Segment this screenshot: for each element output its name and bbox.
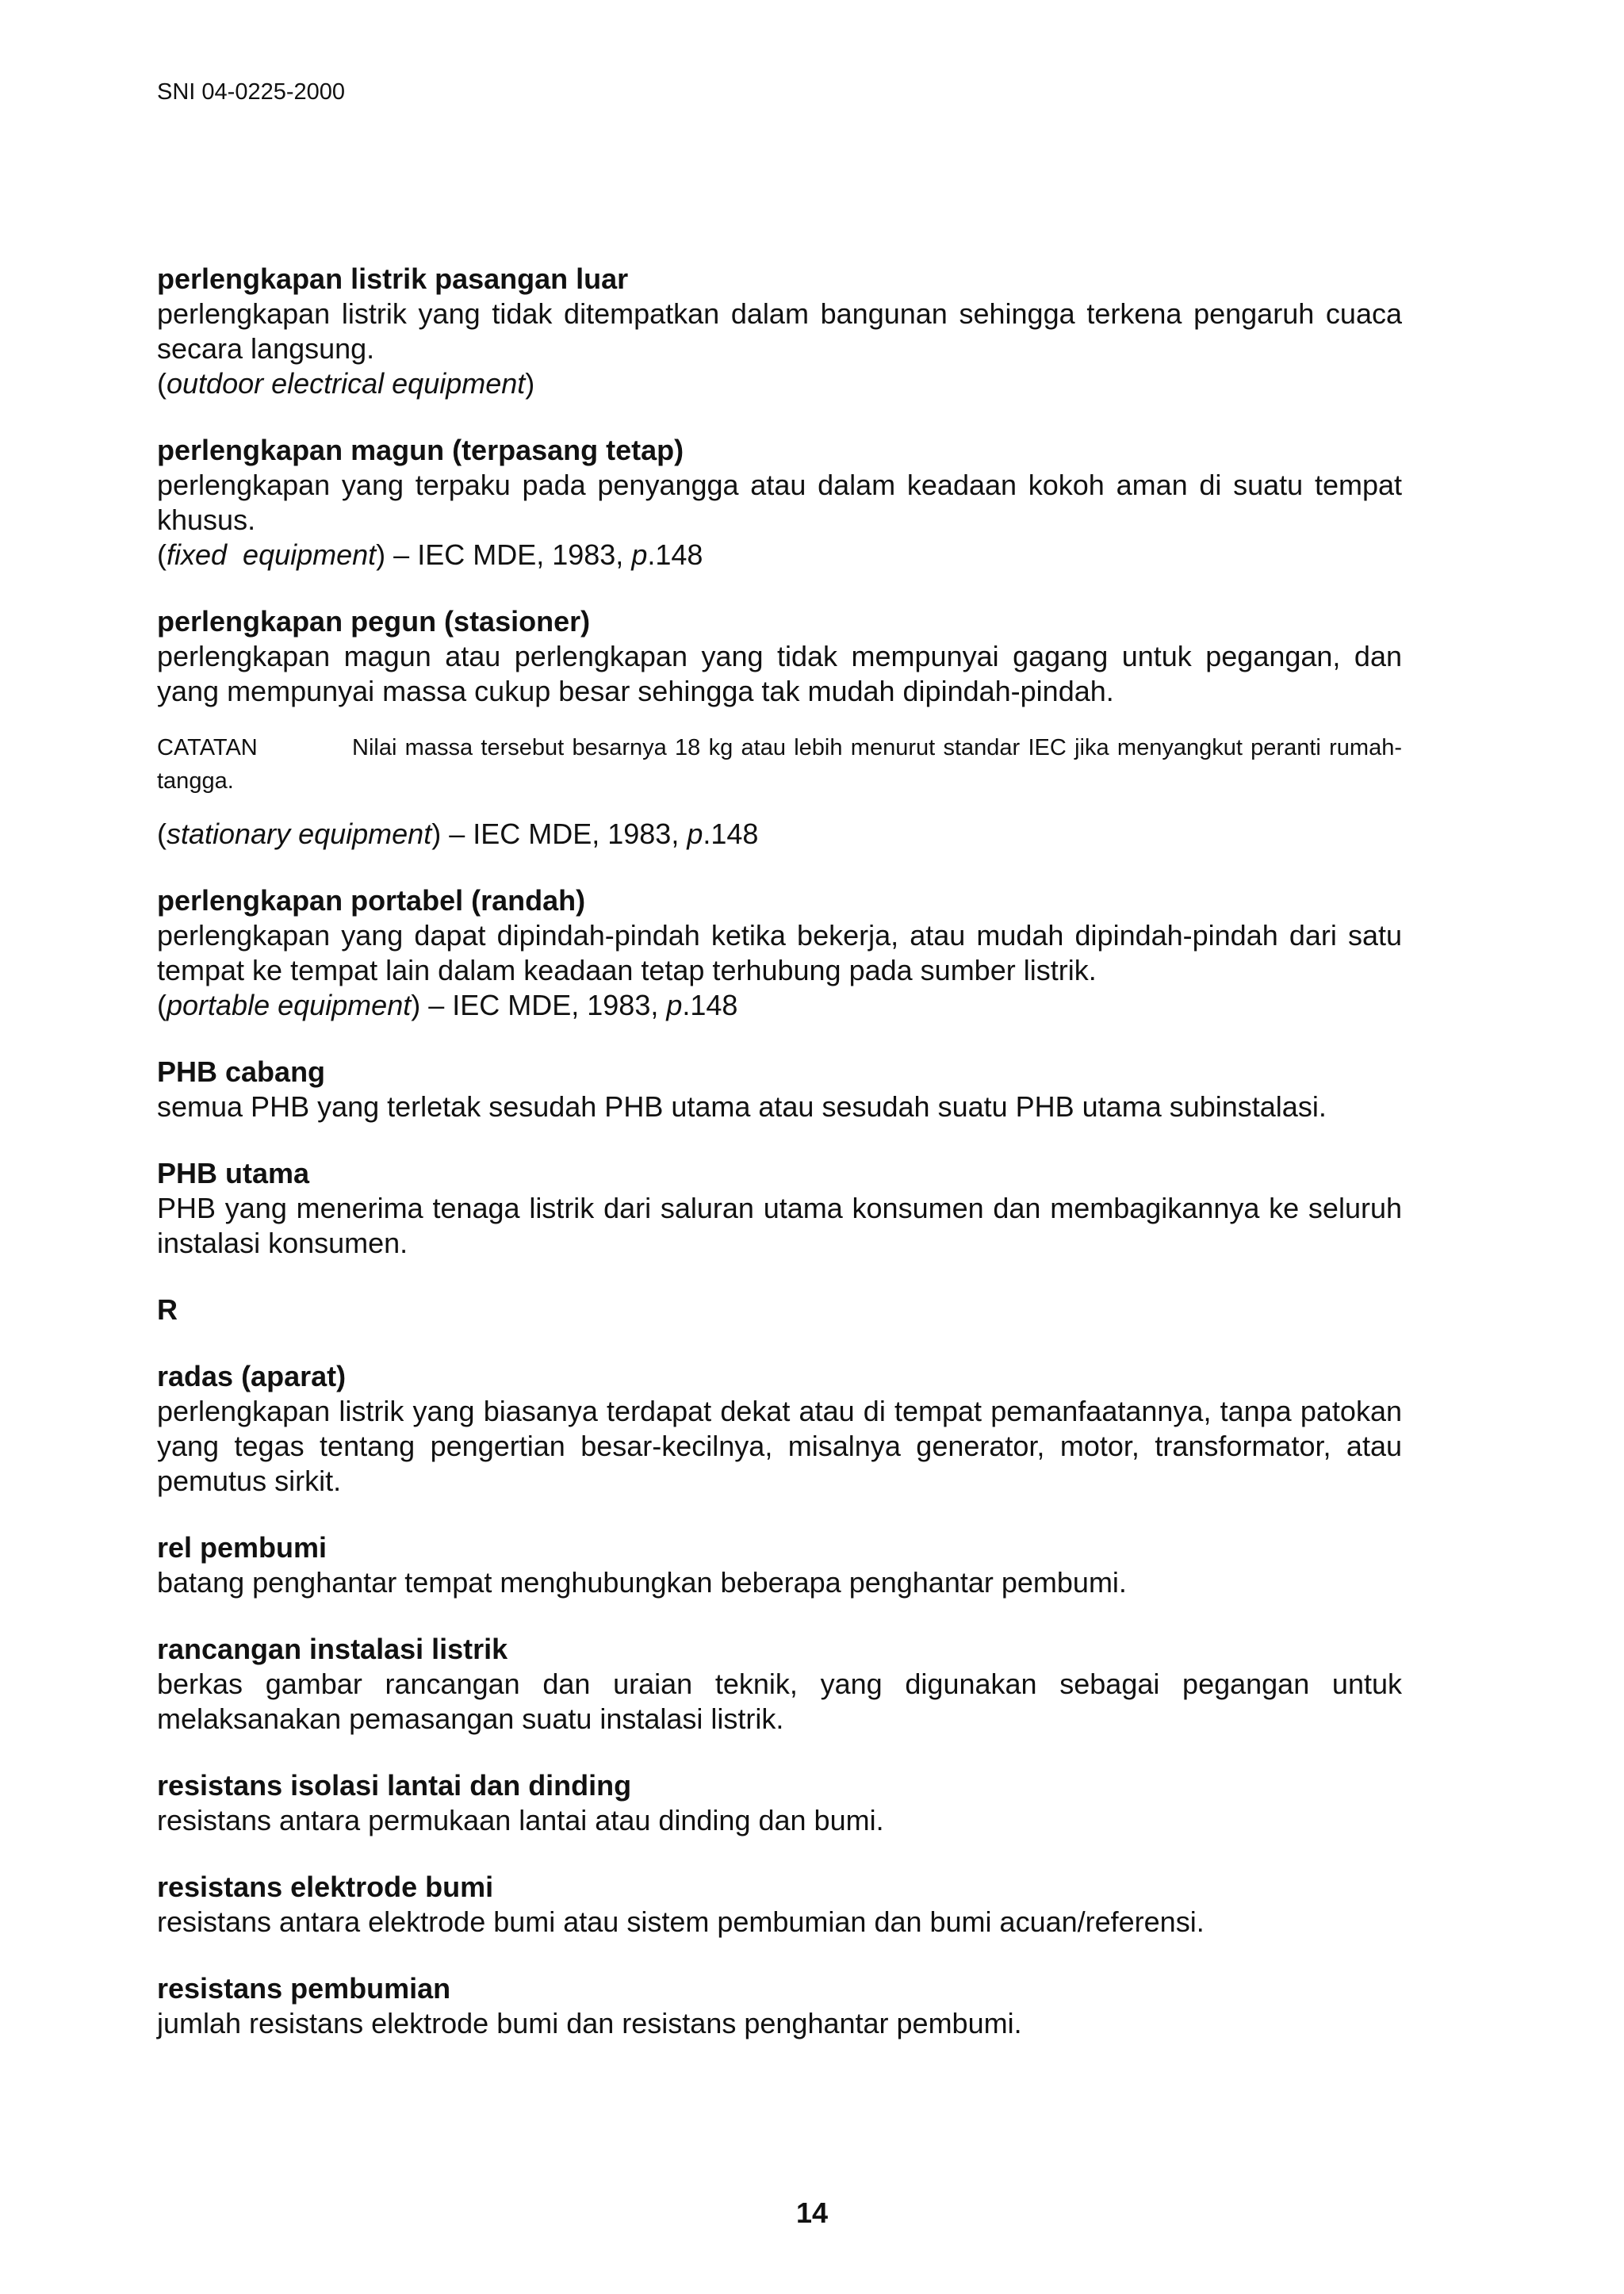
entry-note [157,731,1402,798]
entry-term: perlengkapan listrik pasangan luar [157,262,629,295]
ref-close-paren: ) [431,818,442,850]
ref-close-paren: ) [411,989,421,1021]
note-text: Nilai massa tersebut besarnya 18 kg atau lebih menurut standar IEC jika menyangkut peranti rumah-tangga. [157,735,1402,794]
entry-english-reference [157,366,1402,401]
entry-definition: perlengkapan yang terpaku pada penyangga atau dalam keadaan kokoh aman di suatu tempat khusus. [157,469,1402,536]
glossary-content [157,262,1402,2073]
entry-term: radas (aparat) [157,1360,347,1392]
entry-definition: berkas gambar rancangan dan uraian teknik, yang digunakan sebagai pegangan untuk melaksanakan pemasangan suatu instalasi listrik. [157,1668,1402,1735]
ref-english-term: outdoor electrical equipment [167,367,526,400]
entry-definition: resistans antara elektrode bumi atau sistem pembumian dan bumi acuan/referensi. [157,1905,1205,1938]
glossary-entry [157,1632,1402,1737]
entry-term: resistans pembumian [157,1972,451,2005]
glossary-entry [157,1768,1402,1838]
entry-term: perlengkapan magun (terpasang tetap) [157,434,684,466]
glossary-entry [157,883,1402,1023]
ref-page-prefix: p [687,818,703,850]
page-number: 14 [795,2196,829,2229]
glossary-entry [157,433,1402,573]
ref-close-paren: ) [376,538,386,571]
glossary-entry [157,1156,1402,1261]
entry-term: resistans isolasi lantai dan dinding [157,1769,632,1802]
document-id-header: SNI 04-0225-2000 [157,79,345,105]
entry-english-reference [157,817,1402,852]
glossary-entry [157,1055,1402,1124]
ref-english-term: portable equipment [167,989,412,1021]
glossary-entry [157,1870,1402,1940]
entry-definition: perlengkapan listrik yang tidak ditempatkan dalam bangunan sehingga terkena pengaruh cuaca secara langsung. [157,297,1402,365]
glossary-entry [157,1359,1402,1499]
ref-open-paren: ( [157,367,167,400]
ref-page: .148 [703,818,759,850]
entry-definition: resistans antara permukaan lantai atau dinding dan bumi. [157,1804,884,1836]
glossary-entry [157,262,1402,401]
ref-english-term: stationary equipment [167,818,432,850]
entry-definition: perlengkapan yang dapat dipindah-pindah ketika bekerja, atau mudah dipindah-pindah dari satu tempat ke tempat lain dalam keadaan tetap terhubung pada sumber listrik. [157,919,1402,986]
entry-definition: perlengkapan listrik yang biasanya terdapat dekat atau di tempat pemanfaatannya, tanpa patokan yang tegas tentang pengertian besar-kecilnya, misalnya generator, motor, transformator, atau pemutus sirkit. [157,1395,1402,1497]
glossary-entry [157,1530,1402,1600]
ref-open-paren: ( [157,989,167,1021]
ref-english-term: fixed equipment [167,538,377,571]
entry-term: perlengkapan pegun (stasioner) [157,605,591,638]
entry-english-reference [157,538,1402,573]
entry-term: PHB cabang [157,1055,326,1088]
note-label: CATATAN [157,735,258,760]
ref-page-prefix: p [666,989,683,1021]
entry-term: perlengkapan portabel (randah) [157,884,586,917]
ref-page: .148 [647,538,703,571]
entry-definition: semua PHB yang terletak sesudah PHB utama atau sesudah suatu PHB utama subinstalasi. [157,1090,1327,1123]
glossary-entry [157,604,1402,852]
ref-source: – IEC MDE, 1983, [420,989,667,1021]
entry-definition: batang penghantar tempat menghubungkan beberapa penghantar pembumi. [157,1566,1127,1599]
section-letter: R [157,1293,178,1326]
entry-definition: jumlah resistans elektrode bumi dan resistans penghantar pembumi. [157,2007,1022,2039]
ref-open-paren: ( [157,818,167,850]
glossary-entry [157,1971,1402,2041]
entry-term: rancangan instalasi listrik [157,1633,508,1665]
entry-definition: perlengkapan magun atau perlengkapan yang tidak mempunyai gagang untuk pegangan, dan yang mempunyai massa cukup besar sehingga tak mudah dipindah-pindah. [157,640,1402,707]
ref-page-prefix: p [631,538,648,571]
ref-close-paren: ) [525,367,535,400]
entry-english-reference [157,988,1402,1023]
ref-open-paren: ( [157,538,167,571]
ref-source: – IEC MDE, 1983, [385,538,632,571]
entry-definition: PHB yang menerima tenaga listrik dari saluran utama konsumen dan membagikannya ke seluruh instalasi konsumen. [157,1192,1402,1259]
entry-term: resistans elektrode bumi [157,1871,494,1903]
ref-page: .148 [682,989,738,1021]
entry-term: rel pembumi [157,1531,327,1564]
entry-term: PHB utama [157,1157,310,1189]
ref-source: – IEC MDE, 1983, [441,818,688,850]
